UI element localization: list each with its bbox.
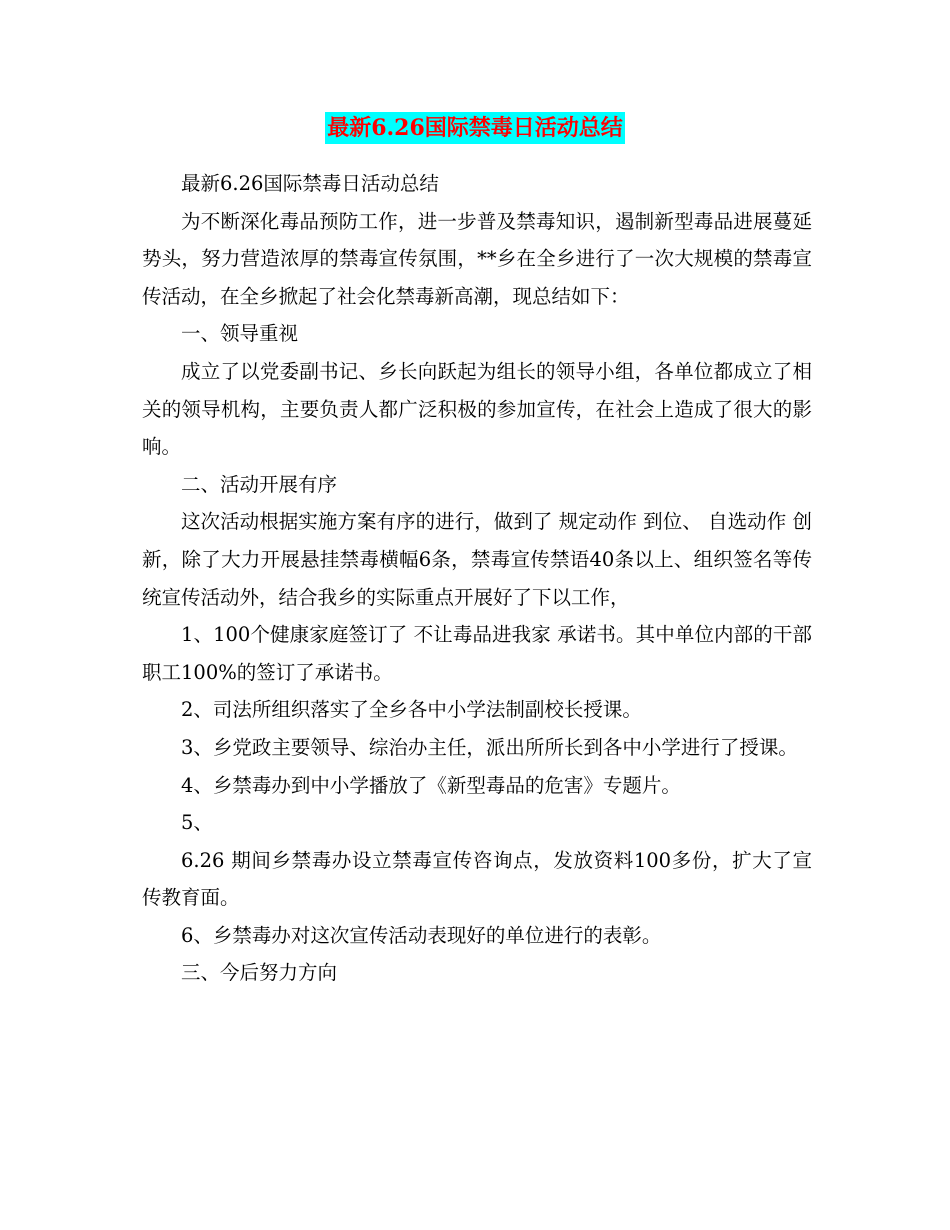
paragraph-activities: 这次活动根据实施方案有序的进行，做到了 规定动作 到位、 自选动作 创新，除了大力开展悬挂禁毒横幅6条，禁毒宣传禁语40条以上、组织签名等传统宣传活动外，结合我乡的实际重点开展好了下以工作， [142,510,812,609]
paragraph-intro: 为不断深化毒品预防工作，进一步普及禁毒知识，遏制新型毒品进展蔓延势头，努力营造浓厚的禁毒宣传氛围，**乡在全乡进行了一次大规模的禁毒宣传活动，在全乡掀起了社会化禁毒新高潮，现总结如下： [142,209,812,308]
title-container [0,112,950,144]
list-item-5-content: 6.26 期间乡禁毒办设立禁毒宣传咨询点，发放资料100多份，扩大了宣传教育面。 [142,848,812,910]
document-body [142,165,812,992]
list-item-4: 4、乡禁毒办到中小学播放了《新型毒品的危害》专题片。 [181,773,681,797]
section-heading-activities: 二、活动开展有序 [181,472,338,496]
list-item-5: 5、 [181,811,213,835]
list-item-6: 6、乡禁毒办对这次宣传活动表现好的单位进行的表彰。 [181,923,662,947]
list-item-1: 1、100个健康家庭签订了 不让毒品进我家 承诺书。其中单位内部的干部职工100%的签订了承诺书。 [142,623,812,684]
list-item-3: 3、乡党政主要领导、综治办主任，派出所所长到各中小学进行了授课。 [181,735,798,759]
section-heading-future: 三、今后努力方向 [181,961,338,985]
section-heading-leadership: 一、领导重视 [181,322,299,346]
paragraph-subtitle: 最新6.26国际禁毒日活动总结 [181,172,439,195]
document-title: 最新6.26国际禁毒日活动总结 [325,112,625,144]
paragraph-leadership: 成立了以党委副书记、乡长向跃起为组长的领导小组，各单位都成立了相关的领导机构，主要负责人都广泛积极的参加宣传，在社会上造成了很大的影响。 [142,359,812,459]
list-item-2: 2、司法所组织落实了全乡各中小学法制副校长授课。 [181,698,642,722]
